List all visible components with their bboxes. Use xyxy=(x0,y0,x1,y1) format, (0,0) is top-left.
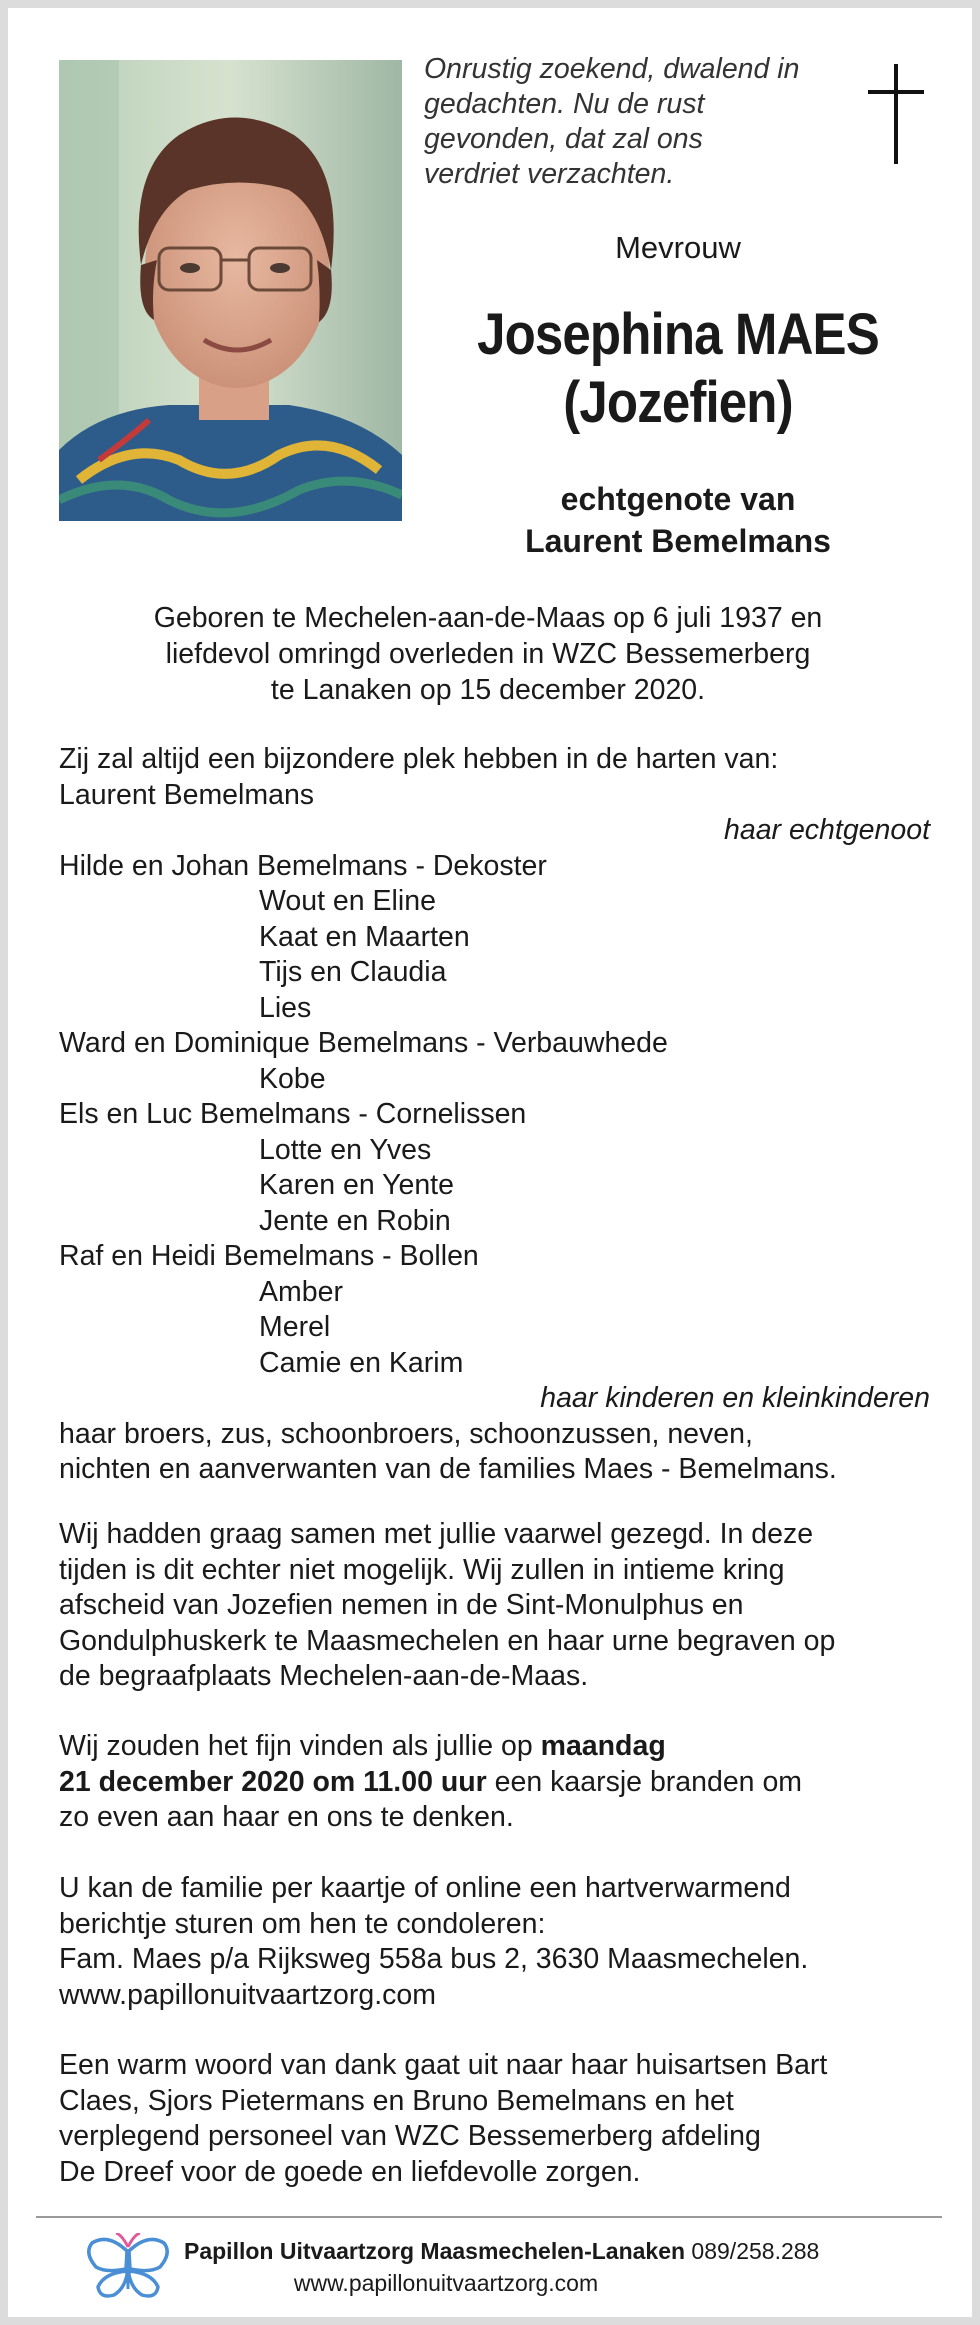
grandchild: Kobe xyxy=(259,1062,326,1095)
funeral-home-website[interactable]: www.papillonuitvaartzorg.com xyxy=(293,2270,599,2296)
spouse-name: Laurent Bemelmans xyxy=(525,523,831,559)
grandchild: Jente en Robin xyxy=(259,1204,451,1237)
grandchild: Kaat en Maarten xyxy=(259,920,470,953)
farewell-paragraph xyxy=(59,1517,939,1695)
poem xyxy=(424,52,864,192)
grandchild: Merel xyxy=(259,1311,331,1343)
candle-text: zo even aan haar en ons te denken. xyxy=(59,1801,514,1833)
birth-line: liefdevol omringd overleden in WZC Bessemerberg xyxy=(165,638,811,670)
condolence-line: berichtje sturen om hen te condoleren: xyxy=(59,1907,546,1940)
child-parents: Hilde en Johan Bemelmans - Dekoster xyxy=(59,849,547,882)
thanks-line: verplegend personeel van WZC Bessemerberg afdeling xyxy=(59,2120,761,2152)
condolence-paragraph xyxy=(59,1871,939,2013)
condolence-line: U kan de familie per kaartje of online een hartverwarmend xyxy=(59,1872,791,1904)
butterfly-logo-icon xyxy=(86,2233,170,2306)
child-parents: Raf en Heidi Bemelmans - Bollen xyxy=(59,1240,479,1272)
name-line: Josephina MAES xyxy=(477,302,879,367)
child-parents: Ward en Dominique Bemelmans - Verbauwhede xyxy=(59,1027,668,1059)
farewell-line: Wij hadden graag samen met jullie vaarwel gezegd. In deze xyxy=(59,1518,814,1550)
funeral-home-name: Papillon Uitvaartzorg Maasmechelen-Lanaken xyxy=(184,2238,686,2264)
candle-datetime: 21 december 2020 om 11.00 uur xyxy=(59,1765,487,1798)
poem-line: verdriet verzachten. xyxy=(424,158,675,190)
candle-text: Wij zouden het fijn vinden als jullie op xyxy=(59,1730,541,1762)
family-intro: Zij zal altijd een bijzondere plek hebben in de harten van: xyxy=(59,743,779,775)
grandchild: Wout en Eline xyxy=(259,885,436,917)
grandchild: Camie en Karim xyxy=(259,1346,464,1379)
footer-divider xyxy=(36,2216,942,2218)
latin-cross-icon xyxy=(868,64,924,169)
grandchild: Lies xyxy=(259,991,312,1024)
poem-line: gevonden, dat zal ons xyxy=(424,123,703,155)
thanks-line: Claes, Sjors Pietermans en Bruno Bemelmans en het xyxy=(59,2084,734,2117)
birth-line: Geboren te Mechelen-aan-de-Maas op 6 juli 1937 en xyxy=(153,602,823,634)
portrait-photo xyxy=(59,60,402,521)
thanks-line: Een warm woord van dank gaat uit naar haar huisartsen Bart xyxy=(59,2049,828,2081)
candle-paragraph xyxy=(59,1729,939,1836)
funeral-home-phone: 089/258.288 xyxy=(685,2238,820,2264)
relatives-line: nichten en aanverwanten van de families Maes - Bemelmans. xyxy=(59,1453,837,1485)
spouse-name-line: Laurent Bemelmans xyxy=(59,778,315,811)
farewell-line: Gondulphuskerk te Maasmechelen en haar urne begraven op xyxy=(59,1624,836,1657)
birth-death-info xyxy=(68,600,908,708)
farewell-line: afscheid van Jozefien nemen in de Sint-Monulphus en xyxy=(59,1589,744,1621)
farewell-line: de begraafplaats Mechelen-aan-de-Maas. xyxy=(59,1660,589,1692)
nickname-line: (Jozefien) xyxy=(563,370,793,435)
deceased-name xyxy=(458,301,898,437)
spouse-info xyxy=(428,478,928,562)
condolence-address: Fam. Maes p/a Rijksweg 558a bus 2, 3630 Maasmechelen. xyxy=(59,1943,809,1975)
funeral-home-line xyxy=(184,2238,819,2265)
relatives-line: haar broers, zus, schoonbroers, schoonzussen, neven, xyxy=(59,1417,753,1450)
children-role: haar kinderen en kleinkinderen xyxy=(540,1382,930,1414)
spouse-relation: echtgenote van xyxy=(560,481,796,517)
birth-line: te Lanaken op 15 december 2020. xyxy=(270,674,706,706)
thanks-line: De Dreef voor de goede en liefdevolle zorgen. xyxy=(59,2155,641,2188)
farewell-line: tijden is dit echter niet mogelijk. Wij zullen in intieme kring xyxy=(59,1553,785,1586)
candle-day: maandag xyxy=(540,1730,666,1762)
condolence-website: www.papillonuitvaartzorg.com xyxy=(59,1978,436,2011)
poem-line: gedachten. Nu de rust xyxy=(424,88,705,120)
grandchild: Lotte en Yves xyxy=(259,1133,432,1166)
obituary-card xyxy=(8,8,972,2317)
grandchild: Amber xyxy=(259,1275,343,1308)
candle-text: een kaarsje branden om xyxy=(486,1765,803,1798)
thanks-paragraph xyxy=(59,2048,939,2190)
spouse-role: haar echtgenoot xyxy=(724,814,930,846)
grandchild: Tijs en Claudia xyxy=(259,956,447,988)
poem-line: Onrustig zoekend, dwalend in xyxy=(424,53,800,85)
salutation: Mevrouw xyxy=(615,230,741,265)
grandchild: Karen en Yente xyxy=(259,1169,454,1201)
family-section xyxy=(59,742,939,1488)
child-parents: Els en Luc Bemelmans - Cornelissen xyxy=(59,1098,527,1130)
